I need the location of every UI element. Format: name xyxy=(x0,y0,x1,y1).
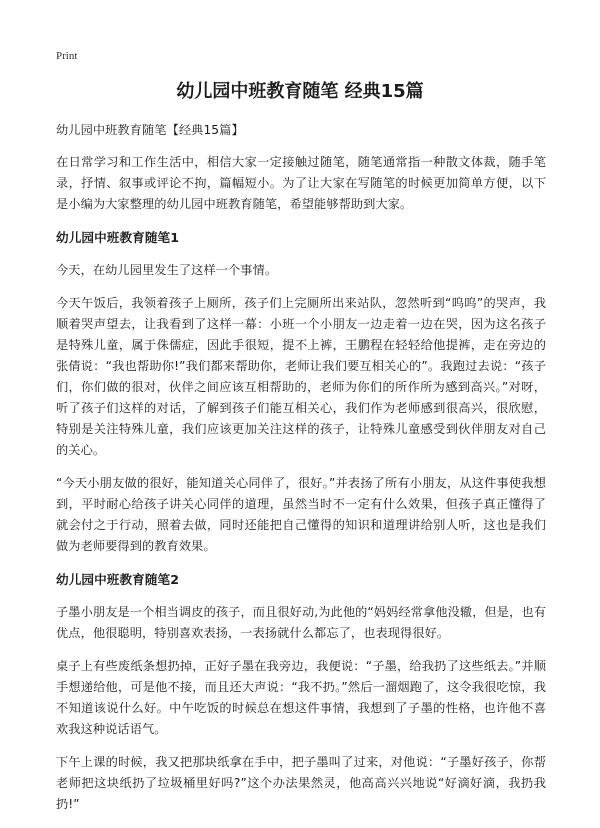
section-1-paragraph-3: “今天小朋友做的很好，能知道关心同伴了，很好。”并表扬了所有小朋友，从这件事使我想到，平时耐心给孩子讲关心同伴的道理，虽然当时不一定有什么效果，但孩子真正懂得了就会付之于行动，照着去做，同时还能把自己懂得的知识和道理讲给别人听，这也是我们做为老师要得到的教育效果。 xyxy=(56,476,546,553)
section-1-paragraph-2: 今天午饭后，我领着孩子上厕所，孩子们上完厕所出来站队，忽然听到“呜呜”的哭声，我顺着哭声望去，让我看到了这样一幕：小班一个小朋友一边走着一边在哭，因为这名孩子是特殊儿童，属于侏儒症，因此手很短，提不上裤，王鹏程在轻轻给他提裤，走在旁边的张倩说：“我也帮助你!”我们都来帮助你，老师让我们要互相关心的”。我跑过去说：“孩子们，你们做的很对，伙伴之间应该互相帮助的，老师为你们的所作所为感到高兴。”对呀，听了孩子们这样的对话，了解到孩子们能互相关心，我们作为老师感到很高兴，很欣慰，特别是关注特殊儿童，我们应该更加关注这样的孩子，让特殊儿童感受到伙伴朋友对自己的关心。 xyxy=(56,296,546,457)
print-link[interactable]: Print xyxy=(56,50,78,62)
section-heading-2: 幼儿园中班教育随笔2 xyxy=(56,572,180,587)
article-subtitle: 幼儿园中班教育随笔【经典15篇】 xyxy=(56,123,244,137)
intro-paragraph: 在日常学习和工作生活中，相信大家一定接触过随笔，随笔通常指一种散文体裁，随手笔录，抒情、叙事或评论不拘，篇幅短小。为了让大家在写随笔的时候更加简单方便，以下是小编为大家整理的幼儿园中班教育随笔，希望能够帮助到大家。 xyxy=(56,155,546,211)
section-2-paragraph-3: 下午上课的时候，我又把那块纸拿在手中，把子墨叫了过来，对他说：“子墨好孩子，你帮老师把这块纸扔了垃圾桶里好吗?”这个办法果然灵，他高高兴兴地说“好滴好滴，我扔我扔!” xyxy=(56,755,546,811)
article-body xyxy=(56,120,546,827)
section-heading-1: 幼儿园中班教育随笔1 xyxy=(56,230,180,245)
section-2-paragraph-2: 桌子上有些废纸条想扔掉，正好子墨在我旁边，我便说：“子墨，给我扔了这些纸去。”并顺手想递给他，可是他不接，而且还大声说：“我不扔。”然后一溜烟跑了，这令我很吃惊，我不知道该说什么好。中午吃饭的时候总在想这件事情，我想到了子墨的性格，也许他不喜欢我这种说话语气。 xyxy=(56,659,546,736)
section-2-paragraph-1: 子墨小朋友是一个相当调皮的孩子，而且很好动,为此他的“妈妈经常拿他没辙，但是，也有优点，他很聪明，特别喜欢表扬，一表扬就什么都忘了，也表现得很好。 xyxy=(56,605,546,640)
document-title: 幼儿园中班教育随笔 经典15篇 xyxy=(176,81,424,102)
section-1-paragraph-1: 今天，在幼儿园里发生了这样一个事情。 xyxy=(56,263,278,277)
